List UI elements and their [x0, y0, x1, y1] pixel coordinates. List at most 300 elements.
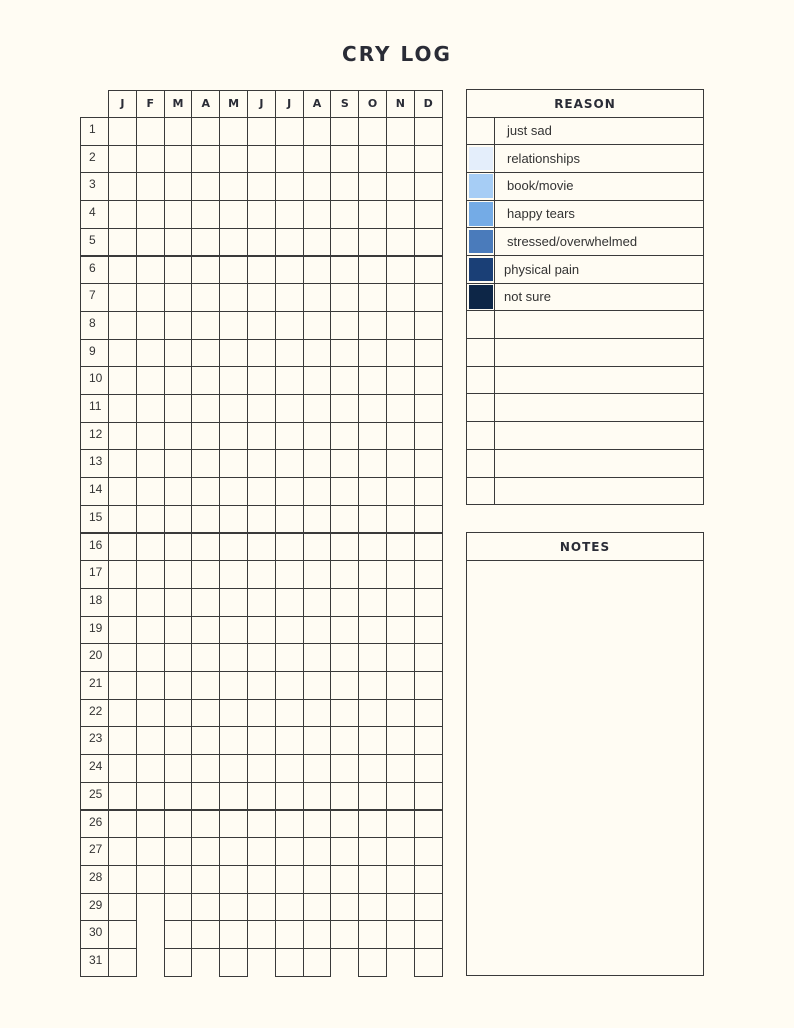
- day-cell[interactable]: [303, 837, 332, 866]
- day-cell[interactable]: [108, 311, 137, 340]
- day-cell[interactable]: [164, 671, 193, 700]
- day-cell[interactable]: [164, 172, 193, 201]
- day-cell[interactable]: [247, 782, 276, 811]
- day-cell[interactable]: [136, 588, 165, 617]
- day-cell[interactable]: [219, 699, 248, 728]
- day-cell[interactable]: [386, 200, 415, 229]
- day-cell[interactable]: [303, 616, 332, 645]
- day-cell[interactable]: [414, 145, 443, 174]
- day-cell[interactable]: [219, 339, 248, 368]
- day-cell[interactable]: [136, 560, 165, 589]
- day-cell[interactable]: [164, 283, 193, 312]
- day-cell[interactable]: [108, 754, 137, 783]
- day-cell[interactable]: [330, 366, 359, 395]
- day-cell[interactable]: [191, 449, 220, 478]
- day-cell[interactable]: [358, 422, 387, 451]
- day-cell[interactable]: [136, 449, 165, 478]
- day-cell[interactable]: [330, 754, 359, 783]
- day-cell[interactable]: [330, 643, 359, 672]
- day-cell[interactable]: [303, 920, 332, 949]
- day-cell[interactable]: [330, 893, 359, 922]
- day-cell[interactable]: [275, 948, 304, 977]
- day-cell[interactable]: [164, 339, 193, 368]
- day-cell[interactable]: [330, 283, 359, 312]
- day-cell[interactable]: [386, 228, 415, 257]
- day-cell[interactable]: [219, 477, 248, 506]
- day-cell[interactable]: [330, 477, 359, 506]
- day-cell[interactable]: [108, 505, 137, 534]
- day-cell[interactable]: [275, 228, 304, 257]
- day-cell[interactable]: [164, 726, 193, 755]
- day-cell[interactable]: [414, 283, 443, 312]
- day-cell[interactable]: [275, 283, 304, 312]
- day-cell[interactable]: [164, 366, 193, 395]
- day-cell[interactable]: [414, 311, 443, 340]
- day-cell[interactable]: [275, 200, 304, 229]
- day-cell[interactable]: [275, 422, 304, 451]
- day-cell[interactable]: [247, 228, 276, 257]
- day-cell[interactable]: [136, 782, 165, 811]
- day-cell[interactable]: [164, 117, 193, 146]
- day-cell[interactable]: [247, 865, 276, 894]
- day-cell[interactable]: [330, 810, 359, 839]
- day-cell[interactable]: [247, 394, 276, 423]
- day-cell[interactable]: [219, 893, 248, 922]
- day-cell[interactable]: [136, 228, 165, 257]
- day-cell[interactable]: [330, 311, 359, 340]
- day-cell[interactable]: [247, 283, 276, 312]
- day-cell[interactable]: [275, 837, 304, 866]
- day-cell[interactable]: [136, 616, 165, 645]
- reason-row[interactable]: [466, 256, 704, 284]
- day-cell[interactable]: [275, 671, 304, 700]
- day-cell[interactable]: [275, 145, 304, 174]
- day-cell[interactable]: [275, 533, 304, 562]
- day-cell[interactable]: [247, 117, 276, 146]
- day-cell[interactable]: [330, 533, 359, 562]
- day-cell[interactable]: [414, 477, 443, 506]
- day-cell[interactable]: [219, 394, 248, 423]
- day-cell[interactable]: [414, 117, 443, 146]
- day-cell[interactable]: [303, 394, 332, 423]
- day-cell[interactable]: [191, 394, 220, 423]
- day-cell[interactable]: [386, 339, 415, 368]
- day-cell[interactable]: [164, 422, 193, 451]
- day-cell[interactable]: [164, 920, 193, 949]
- day-cell[interactable]: [386, 145, 415, 174]
- day-cell[interactable]: [386, 837, 415, 866]
- day-cell[interactable]: [303, 948, 332, 977]
- day-cell[interactable]: [275, 616, 304, 645]
- day-cell[interactable]: [386, 505, 415, 534]
- day-cell[interactable]: [136, 699, 165, 728]
- day-cell[interactable]: [191, 865, 220, 894]
- day-cell[interactable]: [358, 893, 387, 922]
- day-cell[interactable]: [247, 533, 276, 562]
- day-cell[interactable]: [247, 588, 276, 617]
- day-cell[interactable]: [108, 477, 137, 506]
- day-cell[interactable]: [136, 283, 165, 312]
- day-cell[interactable]: [191, 366, 220, 395]
- day-cell[interactable]: [191, 283, 220, 312]
- day-cell[interactable]: [358, 837, 387, 866]
- day-cell[interactable]: [219, 616, 248, 645]
- day-cell[interactable]: [247, 200, 276, 229]
- day-cell[interactable]: [164, 449, 193, 478]
- day-cell[interactable]: [275, 117, 304, 146]
- day-cell[interactable]: [330, 256, 359, 285]
- day-cell[interactable]: [247, 699, 276, 728]
- day-cell[interactable]: [330, 172, 359, 201]
- day-cell[interactable]: [386, 643, 415, 672]
- day-cell[interactable]: [191, 145, 220, 174]
- day-cell[interactable]: [191, 339, 220, 368]
- day-cell[interactable]: [386, 256, 415, 285]
- day-cell[interactable]: [219, 837, 248, 866]
- day-cell[interactable]: [386, 117, 415, 146]
- day-cell[interactable]: [219, 311, 248, 340]
- day-cell[interactable]: [164, 228, 193, 257]
- reason-row[interactable]: [466, 228, 704, 256]
- day-cell[interactable]: [414, 948, 443, 977]
- day-cell[interactable]: [275, 810, 304, 839]
- day-cell[interactable]: [386, 754, 415, 783]
- day-cell[interactable]: [108, 837, 137, 866]
- day-cell[interactable]: [414, 643, 443, 672]
- day-cell[interactable]: [191, 616, 220, 645]
- day-cell[interactable]: [386, 283, 415, 312]
- day-cell[interactable]: [358, 643, 387, 672]
- day-cell[interactable]: [247, 837, 276, 866]
- reason-blank-row[interactable]: [466, 422, 704, 450]
- day-cell[interactable]: [303, 671, 332, 700]
- day-cell[interactable]: [164, 837, 193, 866]
- day-cell[interactable]: [275, 311, 304, 340]
- reason-row[interactable]: [466, 283, 704, 311]
- day-cell[interactable]: [247, 920, 276, 949]
- day-cell[interactable]: [275, 643, 304, 672]
- day-cell[interactable]: [275, 893, 304, 922]
- day-cell[interactable]: [275, 394, 304, 423]
- day-cell[interactable]: [164, 699, 193, 728]
- day-cell[interactable]: [358, 754, 387, 783]
- day-cell[interactable]: [303, 256, 332, 285]
- day-cell[interactable]: [414, 893, 443, 922]
- day-cell[interactable]: [414, 837, 443, 866]
- day-cell[interactable]: [219, 671, 248, 700]
- day-cell[interactable]: [386, 311, 415, 340]
- day-cell[interactable]: [358, 283, 387, 312]
- day-cell[interactable]: [386, 533, 415, 562]
- day-cell[interactable]: [247, 339, 276, 368]
- day-cell[interactable]: [303, 505, 332, 534]
- day-cell[interactable]: [386, 588, 415, 617]
- day-cell[interactable]: [108, 172, 137, 201]
- day-cell[interactable]: [219, 117, 248, 146]
- day-cell[interactable]: [414, 172, 443, 201]
- day-cell[interactable]: [247, 505, 276, 534]
- day-cell[interactable]: [191, 477, 220, 506]
- day-cell[interactable]: [247, 671, 276, 700]
- day-cell[interactable]: [303, 117, 332, 146]
- day-cell[interactable]: [219, 865, 248, 894]
- day-cell[interactable]: [275, 782, 304, 811]
- day-cell[interactable]: [108, 394, 137, 423]
- day-cell[interactable]: [191, 533, 220, 562]
- day-cell[interactable]: [414, 699, 443, 728]
- day-cell[interactable]: [136, 256, 165, 285]
- day-cell[interactable]: [191, 588, 220, 617]
- day-cell[interactable]: [275, 920, 304, 949]
- day-cell[interactable]: [330, 505, 359, 534]
- day-cell[interactable]: [164, 533, 193, 562]
- day-cell[interactable]: [386, 726, 415, 755]
- day-cell[interactable]: [358, 200, 387, 229]
- day-cell[interactable]: [358, 394, 387, 423]
- day-cell[interactable]: [136, 422, 165, 451]
- day-cell[interactable]: [108, 228, 137, 257]
- day-cell[interactable]: [219, 726, 248, 755]
- day-cell[interactable]: [330, 339, 359, 368]
- day-cell[interactable]: [275, 865, 304, 894]
- day-cell[interactable]: [108, 449, 137, 478]
- day-cell[interactable]: [164, 588, 193, 617]
- day-cell[interactable]: [386, 366, 415, 395]
- day-cell[interactable]: [136, 145, 165, 174]
- reason-row[interactable]: [466, 172, 704, 200]
- day-cell[interactable]: [108, 366, 137, 395]
- day-cell[interactable]: [358, 311, 387, 340]
- day-cell[interactable]: [414, 422, 443, 451]
- day-cell[interactable]: [191, 422, 220, 451]
- day-cell[interactable]: [414, 449, 443, 478]
- day-cell[interactable]: [303, 339, 332, 368]
- day-cell[interactable]: [247, 256, 276, 285]
- day-cell[interactable]: [358, 560, 387, 589]
- day-cell[interactable]: [164, 782, 193, 811]
- reason-row[interactable]: [466, 145, 704, 173]
- day-cell[interactable]: [164, 810, 193, 839]
- day-cell[interactable]: [136, 505, 165, 534]
- day-cell[interactable]: [247, 893, 276, 922]
- day-cell[interactable]: [275, 560, 304, 589]
- day-cell[interactable]: [414, 394, 443, 423]
- day-cell[interactable]: [330, 837, 359, 866]
- day-cell[interactable]: [164, 477, 193, 506]
- day-cell[interactable]: [247, 726, 276, 755]
- day-cell[interactable]: [247, 311, 276, 340]
- day-cell[interactable]: [303, 643, 332, 672]
- day-cell[interactable]: [108, 643, 137, 672]
- day-cell[interactable]: [330, 865, 359, 894]
- day-cell[interactable]: [219, 145, 248, 174]
- day-cell[interactable]: [386, 671, 415, 700]
- day-cell[interactable]: [219, 560, 248, 589]
- day-cell[interactable]: [303, 560, 332, 589]
- day-cell[interactable]: [191, 311, 220, 340]
- day-cell[interactable]: [108, 533, 137, 562]
- day-cell[interactable]: [108, 865, 137, 894]
- day-cell[interactable]: [247, 449, 276, 478]
- day-cell[interactable]: [303, 283, 332, 312]
- day-cell[interactable]: [414, 560, 443, 589]
- day-cell[interactable]: [330, 394, 359, 423]
- notes-area[interactable]: [466, 560, 704, 976]
- day-cell[interactable]: [358, 810, 387, 839]
- day-cell[interactable]: [247, 754, 276, 783]
- day-cell[interactable]: [136, 837, 165, 866]
- day-cell[interactable]: [191, 782, 220, 811]
- day-cell[interactable]: [136, 339, 165, 368]
- day-cell[interactable]: [303, 533, 332, 562]
- day-cell[interactable]: [108, 893, 137, 922]
- day-cell[interactable]: [219, 948, 248, 977]
- day-cell[interactable]: [164, 256, 193, 285]
- day-cell[interactable]: [358, 948, 387, 977]
- day-cell[interactable]: [275, 754, 304, 783]
- day-cell[interactable]: [164, 893, 193, 922]
- day-cell[interactable]: [219, 754, 248, 783]
- day-cell[interactable]: [330, 699, 359, 728]
- day-cell[interactable]: [136, 172, 165, 201]
- day-cell[interactable]: [414, 810, 443, 839]
- day-cell[interactable]: [191, 754, 220, 783]
- day-cell[interactable]: [164, 865, 193, 894]
- day-cell[interactable]: [219, 588, 248, 617]
- day-cell[interactable]: [358, 533, 387, 562]
- day-cell[interactable]: [108, 588, 137, 617]
- day-cell[interactable]: [330, 671, 359, 700]
- day-cell[interactable]: [191, 810, 220, 839]
- day-cell[interactable]: [358, 339, 387, 368]
- day-cell[interactable]: [164, 505, 193, 534]
- day-cell[interactable]: [108, 145, 137, 174]
- day-cell[interactable]: [247, 477, 276, 506]
- day-cell[interactable]: [108, 920, 137, 949]
- day-cell[interactable]: [358, 449, 387, 478]
- day-cell[interactable]: [191, 699, 220, 728]
- day-cell[interactable]: [219, 920, 248, 949]
- day-cell[interactable]: [136, 477, 165, 506]
- day-cell[interactable]: [358, 505, 387, 534]
- day-cell[interactable]: [164, 948, 193, 977]
- day-cell[interactable]: [191, 228, 220, 257]
- day-cell[interactable]: [303, 477, 332, 506]
- day-cell[interactable]: [136, 533, 165, 562]
- day-cell[interactable]: [414, 339, 443, 368]
- day-cell[interactable]: [330, 145, 359, 174]
- day-cell[interactable]: [303, 893, 332, 922]
- reason-blank-row[interactable]: [466, 339, 704, 367]
- day-cell[interactable]: [386, 699, 415, 728]
- reason-blank-row[interactable]: [466, 394, 704, 422]
- day-cell[interactable]: [191, 837, 220, 866]
- reason-row[interactable]: [466, 200, 704, 228]
- day-cell[interactable]: [303, 865, 332, 894]
- day-cell[interactable]: [414, 505, 443, 534]
- day-cell[interactable]: [219, 449, 248, 478]
- day-cell[interactable]: [191, 643, 220, 672]
- day-cell[interactable]: [108, 948, 137, 977]
- day-cell[interactable]: [191, 920, 220, 949]
- day-cell[interactable]: [386, 422, 415, 451]
- day-cell[interactable]: [414, 671, 443, 700]
- day-cell[interactable]: [247, 366, 276, 395]
- day-cell[interactable]: [386, 449, 415, 478]
- day-cell[interactable]: [358, 145, 387, 174]
- day-cell[interactable]: [386, 893, 415, 922]
- day-cell[interactable]: [191, 505, 220, 534]
- day-cell[interactable]: [136, 643, 165, 672]
- day-cell[interactable]: [386, 477, 415, 506]
- day-cell[interactable]: [414, 920, 443, 949]
- day-cell[interactable]: [330, 117, 359, 146]
- day-cell[interactable]: [330, 228, 359, 257]
- day-cell[interactable]: [136, 754, 165, 783]
- day-cell[interactable]: [108, 782, 137, 811]
- day-cell[interactable]: [414, 366, 443, 395]
- day-cell[interactable]: [303, 588, 332, 617]
- day-cell[interactable]: [303, 228, 332, 257]
- day-cell[interactable]: [414, 200, 443, 229]
- day-cell[interactable]: [247, 172, 276, 201]
- day-cell[interactable]: [275, 366, 304, 395]
- day-cell[interactable]: [414, 726, 443, 755]
- day-cell[interactable]: [164, 394, 193, 423]
- day-cell[interactable]: [275, 726, 304, 755]
- day-cell[interactable]: [386, 810, 415, 839]
- day-cell[interactable]: [303, 699, 332, 728]
- day-cell[interactable]: [330, 782, 359, 811]
- day-cell[interactable]: [275, 339, 304, 368]
- day-cell[interactable]: [358, 865, 387, 894]
- day-cell[interactable]: [247, 643, 276, 672]
- day-cell[interactable]: [330, 726, 359, 755]
- reason-blank-row[interactable]: [466, 366, 704, 394]
- day-cell[interactable]: [358, 782, 387, 811]
- day-cell[interactable]: [303, 172, 332, 201]
- day-cell[interactable]: [275, 449, 304, 478]
- day-cell[interactable]: [330, 200, 359, 229]
- day-cell[interactable]: [303, 726, 332, 755]
- day-cell[interactable]: [108, 200, 137, 229]
- day-cell[interactable]: [386, 394, 415, 423]
- day-cell[interactable]: [414, 782, 443, 811]
- day-cell[interactable]: [358, 117, 387, 146]
- day-cell[interactable]: [136, 671, 165, 700]
- day-cell[interactable]: [330, 560, 359, 589]
- day-cell[interactable]: [275, 588, 304, 617]
- day-cell[interactable]: [136, 366, 165, 395]
- day-cell[interactable]: [164, 616, 193, 645]
- day-cell[interactable]: [247, 810, 276, 839]
- day-cell[interactable]: [386, 172, 415, 201]
- day-cell[interactable]: [108, 422, 137, 451]
- day-cell[interactable]: [358, 588, 387, 617]
- day-cell[interactable]: [275, 256, 304, 285]
- day-cell[interactable]: [219, 505, 248, 534]
- day-cell[interactable]: [247, 422, 276, 451]
- day-cell[interactable]: [358, 256, 387, 285]
- day-cell[interactable]: [219, 782, 248, 811]
- day-cell[interactable]: [330, 449, 359, 478]
- day-cell[interactable]: [108, 560, 137, 589]
- day-cell[interactable]: [191, 172, 220, 201]
- day-cell[interactable]: [136, 394, 165, 423]
- day-cell[interactable]: [108, 726, 137, 755]
- day-cell[interactable]: [303, 200, 332, 229]
- day-cell[interactable]: [303, 422, 332, 451]
